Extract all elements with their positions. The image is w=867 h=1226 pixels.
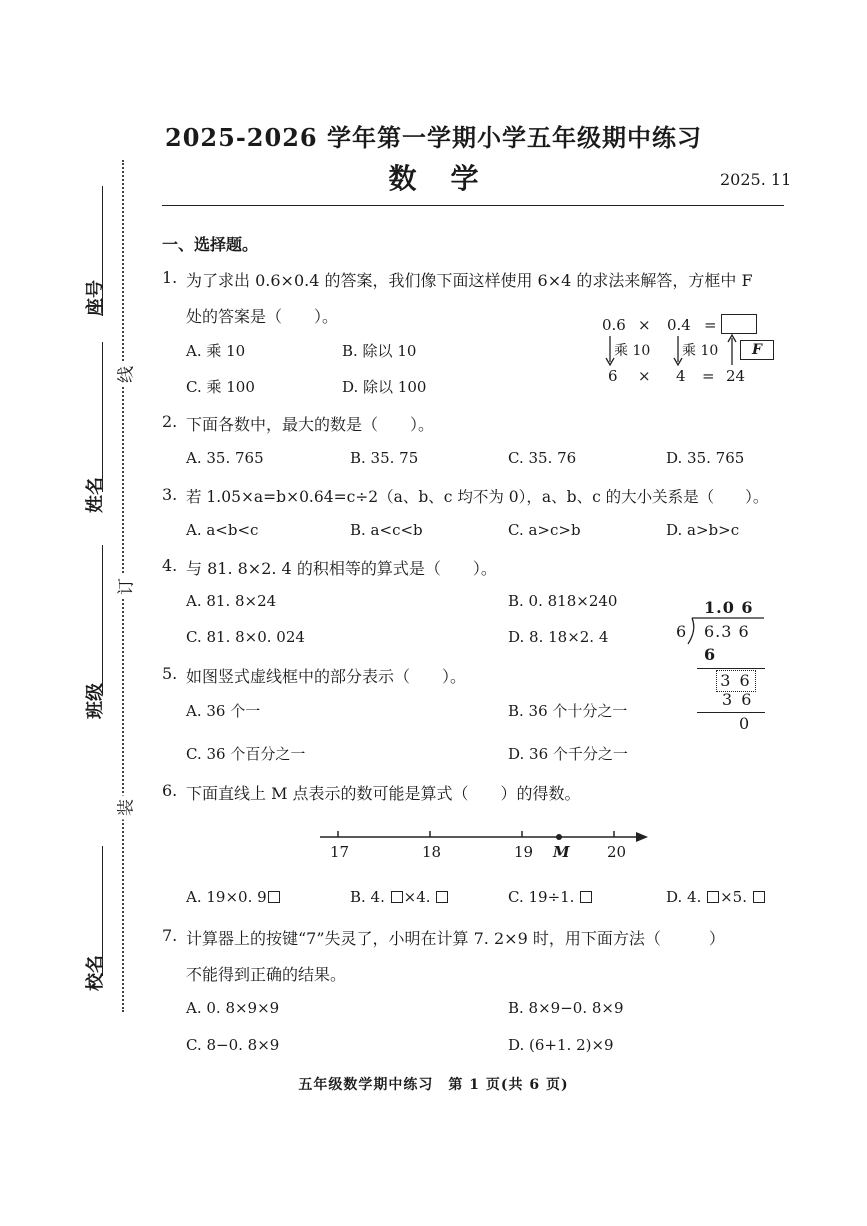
q6-tick-18: 18 bbox=[422, 843, 442, 861]
q5-option-d[interactable]: D. 36 个千分之一 bbox=[508, 745, 628, 763]
q2-number: 2. bbox=[162, 412, 178, 431]
q5-step3: 3 6 bbox=[722, 690, 754, 709]
q5-quotient: 1.0 6 bbox=[704, 598, 754, 617]
q1-option-b[interactable]: B. 除以 10 bbox=[342, 342, 417, 360]
q3-number: 3. bbox=[162, 485, 178, 504]
q5-divisor: 6 bbox=[676, 622, 687, 641]
q5-number: 5. bbox=[162, 664, 178, 683]
q3-option-b[interactable]: B. a<c<b bbox=[350, 521, 423, 539]
cut-mark-bind: 装 bbox=[112, 796, 137, 820]
q1-option-c[interactable]: C. 乘 100 bbox=[186, 378, 255, 396]
q6-tick-17: 17 bbox=[330, 843, 350, 861]
blank-box bbox=[436, 891, 448, 903]
q5-option-b[interactable]: B. 36 个十分之一 bbox=[508, 702, 628, 720]
q2-option-b[interactable]: B. 35. 75 bbox=[350, 449, 419, 467]
q6-option-d[interactable]: D. 4. ×5. bbox=[666, 888, 766, 906]
q5-rule-1 bbox=[697, 668, 765, 669]
q6-number-line bbox=[316, 826, 656, 862]
q1-text2: 处的答案是（ ）。 bbox=[186, 307, 339, 326]
cut-mark-line: 线 bbox=[112, 363, 137, 387]
q1-fig-bottom-a: 6 bbox=[608, 367, 618, 385]
exam-title: 2025-2026 学年第一学期小学五年级期中练习 bbox=[165, 123, 702, 152]
blank-box bbox=[753, 891, 765, 903]
q1-fig-top-times: × bbox=[638, 316, 651, 334]
q7-number: 7. bbox=[162, 926, 178, 945]
q4-option-a[interactable]: A. 81. 8×24 bbox=[186, 592, 277, 610]
class-label: 班级 bbox=[85, 683, 106, 719]
q3-option-a[interactable]: A. a<b<c bbox=[186, 521, 259, 539]
q1-fig-bottom-times: × bbox=[638, 367, 651, 385]
q1-option-d[interactable]: D. 除以 100 bbox=[342, 378, 427, 396]
q4-text: 与 81. 8×2. 4 的积相等的算式是（ ）。 bbox=[186, 559, 497, 578]
q7-text: 计算器上的按键“7”失灵了，小明在计算 7. 2×9 时，用下面方法（ ） bbox=[186, 929, 725, 948]
subject-title: 数学 bbox=[388, 162, 513, 195]
seat-number-label: 座号 bbox=[85, 280, 106, 316]
q6-option-c[interactable]: C. 19÷1. bbox=[508, 888, 593, 906]
blank-box bbox=[580, 891, 592, 903]
q1-fig-bottom-result: 24 bbox=[726, 367, 746, 385]
q4-option-d[interactable]: D. 8. 18×2. 4 bbox=[508, 628, 609, 646]
q1-fig-top-b: 0.4 bbox=[667, 316, 691, 334]
q1-number: 1. bbox=[162, 268, 178, 287]
q6-option-b[interactable]: B. 4. ×4. bbox=[350, 888, 449, 906]
q1-fig-top-eq: = bbox=[704, 316, 717, 334]
q6-text: 下面直线上 M 点表示的数可能是算式（ ）的得数。 bbox=[186, 784, 581, 803]
q1-fig-bottom-eq: = bbox=[702, 367, 715, 385]
q6-tick-19: 19 bbox=[514, 843, 534, 861]
blank-box bbox=[268, 891, 280, 903]
name-label: 姓名 bbox=[85, 477, 106, 513]
page-footer: 五年级数学期中练习 第 1 页(共 6 页) bbox=[298, 1077, 569, 1093]
q5-dividend: 6.3 6 bbox=[704, 622, 750, 641]
q4-number: 4. bbox=[162, 556, 178, 575]
q2-option-d[interactable]: D. 35. 765 bbox=[666, 449, 745, 467]
q5-option-c[interactable]: C. 36 个百分之一 bbox=[186, 745, 306, 763]
q6-number: 6. bbox=[162, 781, 178, 800]
q7-option-a[interactable]: A. 0. 8×9×9 bbox=[186, 999, 280, 1017]
cut-mark-staple: 订 bbox=[112, 575, 137, 599]
q1-answer-box bbox=[721, 314, 757, 334]
q5-rule-2 bbox=[697, 712, 765, 713]
q7-option-c[interactable]: C. 8−0. 8×9 bbox=[186, 1036, 280, 1054]
q7-option-d[interactable]: D. (6+1. 2)×9 bbox=[508, 1036, 614, 1054]
blank-box bbox=[707, 891, 719, 903]
q1-arrow-label-1: 乘 10 bbox=[614, 343, 651, 359]
q3-option-c[interactable]: C. a>c>b bbox=[508, 521, 581, 539]
q1-fig-bottom-b: 4 bbox=[676, 367, 686, 385]
section-title: 一、选择题。 bbox=[162, 235, 259, 254]
q1-fig-top-a: 0.6 bbox=[602, 316, 626, 334]
q4-option-b[interactable]: B. 0. 818×240 bbox=[508, 592, 618, 610]
q6-tick-20: 20 bbox=[607, 843, 627, 861]
school-label: 校名 bbox=[85, 955, 106, 991]
q1-option-a[interactable]: A. 乘 10 bbox=[186, 342, 246, 360]
exam-date: 2025. 11 bbox=[720, 170, 792, 189]
q7-option-b[interactable]: B. 8×9−0. 8×9 bbox=[508, 999, 624, 1017]
q5-text: 如图竖式虚线框中的部分表示（ ）。 bbox=[186, 667, 467, 686]
q3-text: 若 1.05×a=b×0.64=c÷2（a、b、c 均不为 0），a、b、c 的大小关系是（ ）。 bbox=[186, 488, 769, 506]
q2-text: 下面各数中，最大的数是（ ）。 bbox=[186, 415, 435, 434]
q5-dashed-box: 3 6 bbox=[716, 670, 756, 692]
q6-point-label: M bbox=[553, 843, 570, 861]
q7-text2: 不能得到正确的结果。 bbox=[186, 965, 347, 984]
q1-f-box: F bbox=[740, 340, 774, 360]
q5-step1: 6 bbox=[704, 645, 716, 664]
header-divider bbox=[162, 205, 784, 206]
q6-option-a[interactable]: A. 19×0. 9 bbox=[186, 888, 281, 906]
q1-text: 为了求出 0.6×0.4 的答案，我们像下面这样使用 6×4 的求法来解答，方框中 F bbox=[186, 271, 753, 290]
q1-arrow-label-2: 乘 10 bbox=[682, 343, 719, 359]
q2-option-c[interactable]: C. 35. 76 bbox=[508, 449, 577, 467]
blank-box bbox=[391, 891, 403, 903]
q5-remainder: 0 bbox=[739, 714, 750, 733]
q5-option-a[interactable]: A. 36 个一 bbox=[186, 702, 261, 720]
q4-option-c[interactable]: C. 81. 8×0. 024 bbox=[186, 628, 305, 646]
q2-option-a[interactable]: A. 35. 765 bbox=[186, 449, 264, 467]
q3-option-d[interactable]: D. a>b>c bbox=[666, 521, 740, 539]
